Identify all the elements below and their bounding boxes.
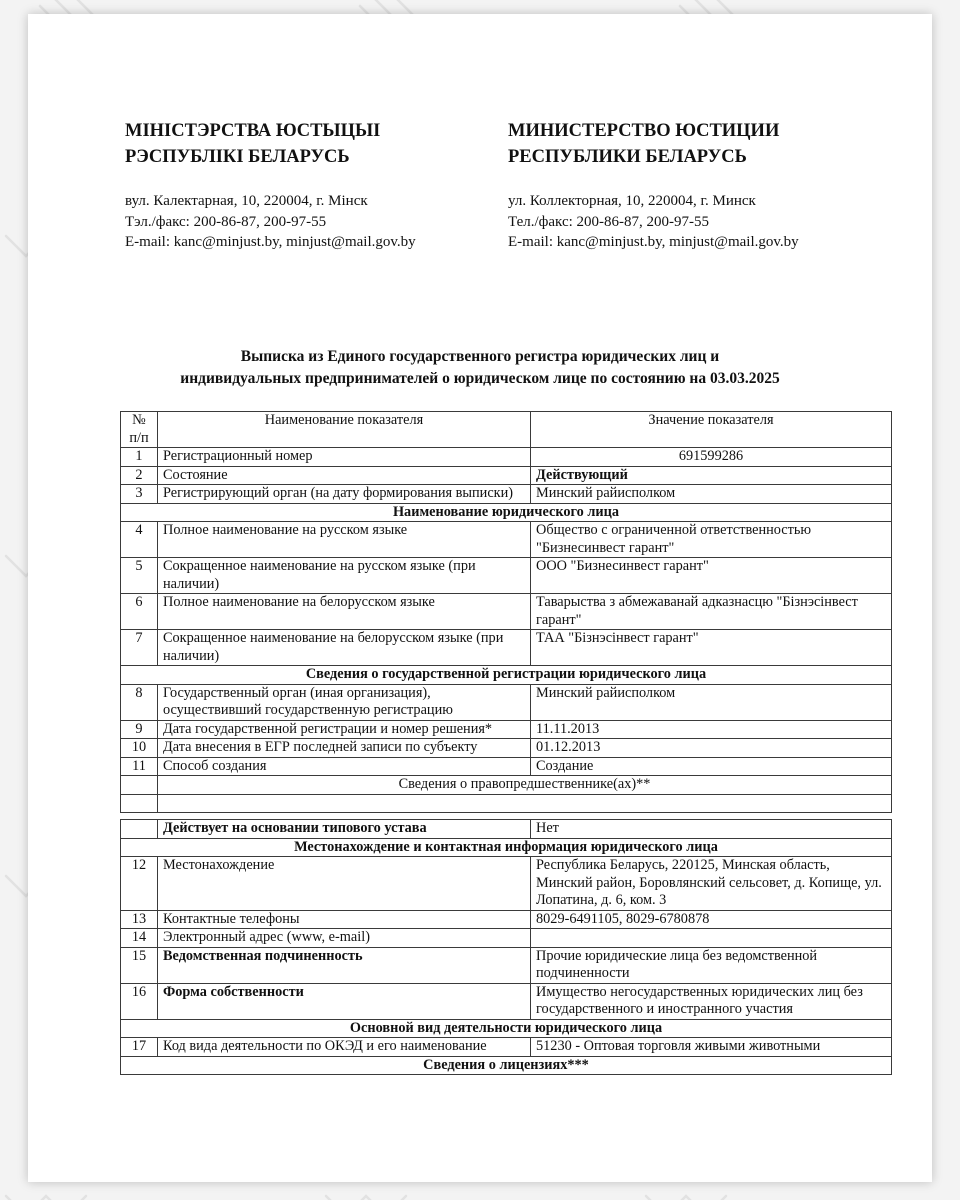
table-row [121,857,892,911]
table-row [121,503,892,522]
org-header-belarusian [125,118,500,253]
indicator-name-cell: Электронный адрес (www, e-mail) [158,929,531,948]
table-row [121,739,892,758]
indicator-name-cell: Местонахождение [158,857,531,911]
indicator-name-cell: Контактные телефоны [158,910,531,929]
row-number-cell: 6 [121,594,158,630]
row-number-cell: 4 [121,522,158,558]
row-number-cell: 9 [121,720,158,739]
indicator-value-cell: 8029-6491105, 8029-6780878 [531,910,892,929]
num-header-line: п/п [129,429,149,446]
table-row [121,1056,892,1075]
document-title-line2: индивидуальных предпринимателей о юридическом лице по состоянию на 03.03.2025 [180,369,780,387]
row-number-cell [121,820,158,839]
num-header-line: № [132,412,146,428]
indicator-value-cell: Республика Беларусь, 220125, Минская область, Минский район, Боровлянский сельсовет, д. Копище, ул. Лопатина, д. 6, ком. 3 [531,857,892,911]
table-row [121,838,892,857]
org-email: E-mail: kanc@minjust.by, minjust@mail.gov.by [508,234,799,250]
indicator-name-cell: Способ создания [158,757,531,776]
column-header-num [121,412,158,448]
indicator-value-cell: Прочие юридические лица без ведомственной подчиненности [531,947,892,983]
table-row [121,684,892,720]
org-name-line2: РЕСПУБЛИКИ БЕЛАРУСЬ [508,147,747,167]
section-header-cell: Сведения о государственной регистрации юридического лица [121,666,892,685]
indicator-name-cell: Состояние [158,466,531,485]
table-row [121,412,892,448]
section-header-cell: Местонахождение и контактная информация юридического лица [121,838,892,857]
indicator-name-cell: Сокращенное наименование на русском языке (при наличии) [158,558,531,594]
org-address: ул. Коллекторная, 10, 220004, г. Минск [508,193,756,209]
row-number-cell: 15 [121,947,158,983]
table-row [121,558,892,594]
table-row [121,485,892,504]
org-name-line1: МІНІСТЭРСТВА ЮСТЫЦЫІ [125,121,381,141]
indicator-name-cell: Код вида деятельности по ОКЭД и его наименование [158,1038,531,1057]
table-row [121,448,892,467]
org-contacts-belarusian [125,191,500,253]
table-row [121,794,892,813]
indicator-name-cell: Дата внесения в ЕГР последней записи по субъекту [158,739,531,758]
column-header-name: Наименование показателя [158,412,531,448]
table-row [121,947,892,983]
row-number-cell [121,776,158,795]
row-number-cell: 17 [121,1038,158,1057]
org-email: E-mail: kanc@minjust.by, minjust@mail.gov.by [125,234,416,250]
org-phone: Тэл./факс: 200-86-87, 200-97-55 [125,213,327,230]
indicator-value-cell: Минский райисполком [531,485,892,504]
indicator-value-cell: Действующий [531,466,892,485]
registry-table-segment-1 [120,411,892,813]
document-page [28,14,932,1182]
row-number-cell: 10 [121,739,158,758]
row-number-cell: 1 [121,448,158,467]
subsection-cell: Сведения о правопредшественнике(ах)** [158,776,892,795]
indicator-value-cell: ТАА "Бізнэсінвест гарант" [531,630,892,666]
table-row [121,522,892,558]
table-row [121,820,892,839]
indicator-name-cell: Форма собственности [158,983,531,1019]
indicator-value-cell: Таварыства з абмежаванай адказнасцю "Бізнэсінвест гарант" [531,594,892,630]
document-title-line1: Выписка из Единого государственного регистра юридических лиц и [240,348,720,365]
indicator-name-cell: Ведомственная подчиненность [158,947,531,983]
indicator-value-cell: Создание [531,757,892,776]
row-number-cell [121,794,158,813]
indicator-value-cell: Имущество негосударственных юридических лиц без государственного и иностранного участия [531,983,892,1019]
section-header-cell: Основной вид деятельности юридического лица [121,1019,892,1038]
table-row [121,666,892,685]
table-row [121,594,892,630]
table-row [121,757,892,776]
row-number-cell: 11 [121,757,158,776]
row-number-cell: 8 [121,684,158,720]
indicator-name-cell: Полное наименование на русском языке [158,522,531,558]
table-row [121,630,892,666]
document-title [68,346,892,389]
org-address: вул. Калектарная, 10, 220004, г. Мінск [125,193,368,209]
empty-cell [158,794,892,813]
org-name-line2: РЭСПУБЛІКІ БЕЛАРУСЬ [125,147,350,167]
indicator-name-cell: Действует на основании типового устава [158,820,531,839]
indicator-name-cell: Дата государственной регистрации и номер решения* [158,720,531,739]
row-number-cell: 7 [121,630,158,666]
row-number-cell: 14 [121,929,158,948]
table-row [121,776,892,795]
table-row [121,929,892,948]
registry-tables [120,411,892,1075]
row-number-cell: 16 [121,983,158,1019]
indicator-name-cell: Регистрирующий орган (на дату формирования выписки) [158,485,531,504]
section-header-cell: Наименование юридического лица [121,503,892,522]
org-name-russian [508,118,883,170]
table-row [121,720,892,739]
indicator-value-cell: 11.11.2013 [531,720,892,739]
table-row [121,910,892,929]
indicator-name-cell: Полное наименование на белорусском языке [158,594,531,630]
table-row [121,1038,892,1057]
indicator-value-cell: Общество с ограниченной ответственностью "Бизнесинвест гарант" [531,522,892,558]
row-number-cell: 5 [121,558,158,594]
indicator-value-cell: 51230 - Оптовая торговля живыми животными [531,1038,892,1057]
indicator-value-cell [531,929,892,948]
indicator-value-cell: 01.12.2013 [531,739,892,758]
table-row [121,466,892,485]
org-name-belarusian [125,118,500,170]
indicator-value-cell: Минский райисполком [531,684,892,720]
indicator-name-cell: Государственный орган (иная организация), осуществивший государственную регистрацию [158,684,531,720]
org-phone: Тел./факс: 200-86-87, 200-97-55 [508,213,709,230]
registry-table-segment-2 [120,819,892,1075]
org-name-line1: МИНИСТЕРСТВО ЮСТИЦИИ [508,121,780,141]
table-row [121,983,892,1019]
org-contacts-russian [508,191,883,253]
section-header-cell: Сведения о лицензиях*** [121,1056,892,1075]
row-number-cell: 13 [121,910,158,929]
indicator-value-cell: 691599286 [531,448,892,467]
row-number-cell: 12 [121,857,158,911]
indicator-value-cell: Нет [531,820,892,839]
row-number-cell: 2 [121,466,158,485]
row-number-cell: 3 [121,485,158,504]
column-header-value: Значение показателя [531,412,892,448]
table-row [121,1019,892,1038]
indicator-name-cell: Сокращенное наименование на белорусском языке (при наличии) [158,630,531,666]
org-header-russian [508,118,883,253]
indicator-value-cell: ООО "Бизнесинвест гарант" [531,558,892,594]
indicator-name-cell: Регистрационный номер [158,448,531,467]
